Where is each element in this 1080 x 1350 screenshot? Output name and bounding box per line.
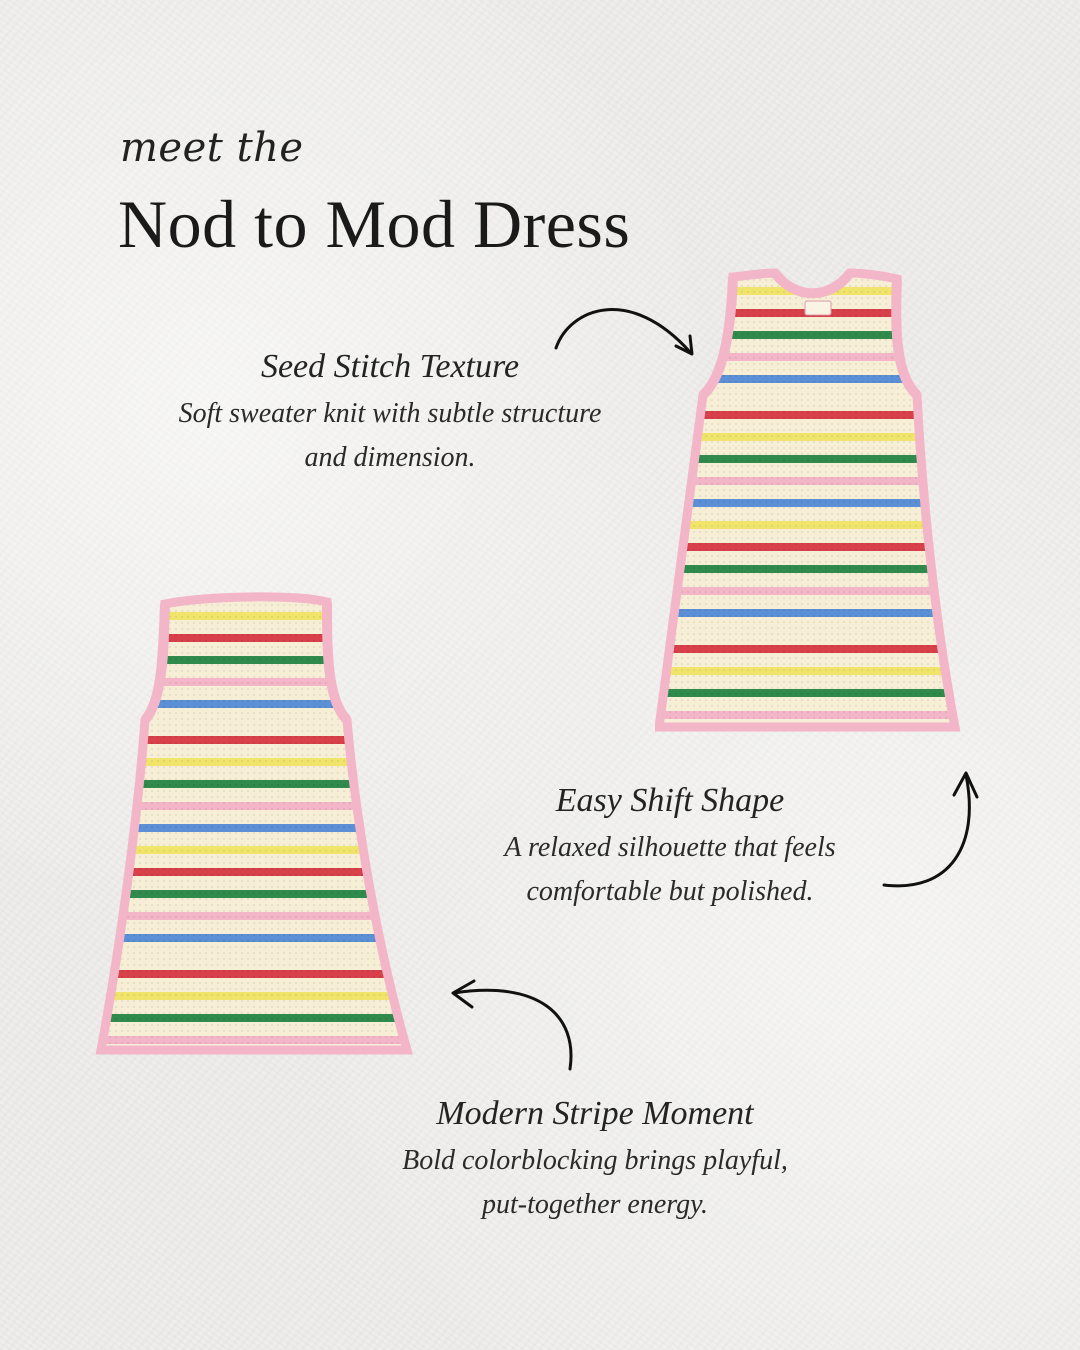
knit-stripe [655, 733, 965, 740]
feature-title: Modern Stripe Moment [436, 1095, 754, 1132]
feature-description-line: comfortable but polished. [526, 876, 814, 907]
dress-front-image [655, 265, 965, 740]
feature-description-line: put-together energy. [481, 1189, 708, 1220]
knit-stripe [95, 1058, 415, 1060]
kicker-text: meet the [120, 125, 304, 171]
feature-description-line: A relaxed silhouette that feels [504, 832, 836, 863]
feature-title: Easy Shift Shape [555, 782, 785, 819]
page-title: Nod to Mod Dress [118, 186, 631, 262]
feature-seed-stitch [130, 348, 650, 480]
feature-stripe-moment [340, 1095, 850, 1227]
feature-title: Seed Stitch Texture [260, 348, 520, 385]
dress-back-image [95, 590, 415, 1060]
curved-arrow-icon [448, 975, 578, 1075]
feature-description-line: Soft sweater knit with subtle structure [178, 398, 602, 429]
feature-shift-shape [455, 782, 885, 914]
feature-description-line: and dimension. [304, 442, 476, 473]
knit-stripe [655, 265, 965, 273]
feature-description-line: Bold colorblocking brings playful, [402, 1145, 788, 1176]
curved-arrow-icon [880, 765, 990, 895]
knit-stripe [655, 273, 965, 287]
